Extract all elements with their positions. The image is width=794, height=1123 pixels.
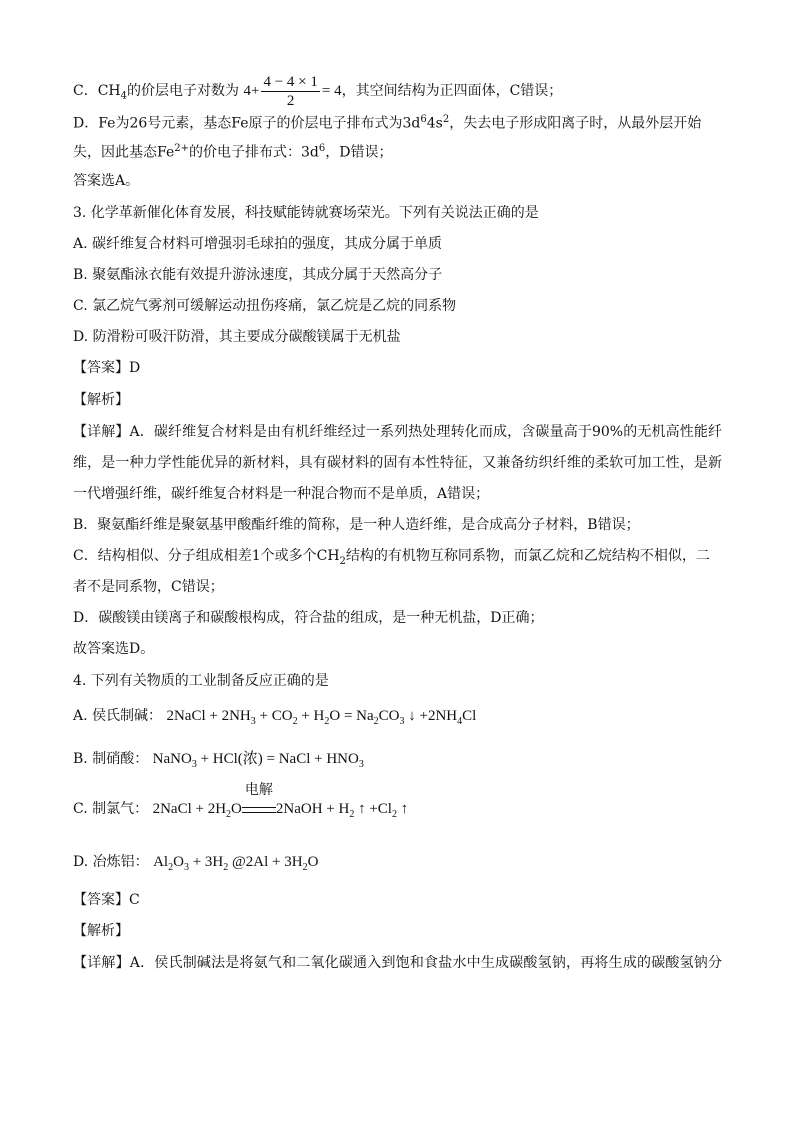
option-d-line-1 — [73, 110, 701, 134]
superscript: 2+ — [174, 143, 189, 154]
fraction-denominator: 2 — [286, 93, 295, 109]
question-4-stem: 4. 下列有关物质的工业制备反应正确的是 — [73, 673, 329, 689]
reaction-condition — [242, 782, 276, 819]
question-3-stem: 3. 化学革新催化体育发展，科技赋能铸就赛场荣光。下列有关说法正确的是 — [73, 205, 539, 221]
subscript: 2 — [339, 555, 346, 567]
text-segment: 失，因此基态Fe — [73, 144, 175, 161]
question-3-detail-a-2: 维，是一种力学性能优异的新材料，具有碳材料的固有本性特征，又兼备纺织纤维的柔软可加工性，是新 — [73, 455, 722, 471]
question-3-detail-d: D．碳酸镁由镁离子和碳酸根构成，符合盐的组成，是一种无机盐，D正确； — [73, 610, 544, 626]
math-operator: + — [250, 82, 260, 99]
text-segment: D．Fe为26号元素，基态Fe原子的价层电子排布式为3d — [73, 115, 421, 132]
question-3-final-answer: 故答案选D。 — [73, 641, 155, 657]
double-bar — [242, 807, 276, 813]
question-3-detail-b: B．聚氨酯纤维是聚氨基甲酸酯纤维的简称，是一种人造纤维，是合成高分子材料，B错误； — [73, 517, 640, 533]
option-c-line — [73, 74, 562, 109]
question-3-option-d: D. 防滑粉可吸汗防滑，其主要成分碳酸镁属于无机盐 — [73, 329, 401, 345]
option-label: C. 制氯气： — [73, 801, 149, 817]
question-4-option-a — [73, 706, 476, 732]
answer-label: 【答案】 — [73, 360, 129, 376]
question-3-analysis-label: 【解析】 — [73, 392, 129, 408]
question-3-detail-a-1: 【详解】A．碳纤维复合材料是由有机纤维经过一系列热处理转化而成，含碳量高于90%的无机高性能纤 — [73, 424, 722, 440]
question-3-detail-c-1 — [73, 546, 710, 572]
text-segment: C．CH — [73, 82, 121, 99]
question-4-option-b — [73, 749, 364, 775]
answer-label: 【答案】 — [73, 892, 129, 908]
equation-d: $Al_2O_3 + 3H_2$ @2Al + $3H_2O$ — [153, 854, 319, 873]
option-label: B. 制硝酸： — [73, 751, 149, 767]
math-equals: = 4 — [321, 82, 342, 99]
equation-a: 2NaCl + $2NH_3 + CO_2 + H_2O = Na_2CO_3$ ↓ $+2NH_4Cl$ — [166, 708, 477, 727]
question-3-option-b: B. 聚氨酯泳衣能有效提升游泳速度，其成分属于天然高分子 — [73, 267, 443, 283]
superscript: 6 — [420, 114, 427, 125]
equation-b: NaNO$_3$ + HCl(浓) = NaCl + $HNO_3$ — [152, 751, 364, 770]
text-segment: 结构的有机物互称同系物，而氯乙烷和乙烷结构不相似，二 — [345, 548, 710, 564]
question-4-option-c — [73, 782, 409, 825]
question-3-answer — [73, 358, 140, 378]
question-4-answer — [73, 890, 140, 910]
text-segment: 4s — [426, 115, 443, 132]
option-label: D. 冶炼铝： — [73, 854, 149, 870]
text-segment: ，D错误； — [325, 144, 393, 161]
question-3-option-c: C. 氯乙烷气雾剂可缓解运动扭伤疼痛，氯乙烷是乙烷的同系物 — [73, 298, 457, 314]
question-4-detail-a: 【详解】A．侯氏制碱法是将氨气和二氧化碳通入到饱和食盐水中生成碳酸氢钠，再将生成的碳酸氢钠分 — [73, 955, 722, 971]
text-segment: C．结构相似、分子组成相差1个或多个CH — [73, 548, 340, 564]
math-number: 4 — [243, 82, 251, 99]
fraction-numerator: 4 − 4 × 1 — [263, 74, 318, 90]
previous-answer: 答案选A。 — [73, 173, 140, 189]
answer-value: C — [129, 892, 140, 908]
superscript: 2 — [442, 114, 450, 125]
superscript: 6 — [318, 143, 326, 154]
answer-value: D — [129, 360, 141, 376]
text-segment: 的价电子排布式：3d — [188, 144, 319, 161]
option-d-line-2 — [73, 139, 392, 163]
question-3-option-a: A. 碳纤维复合材料可增强羽毛球拍的强度，其成分属于单质 — [73, 236, 443, 252]
fraction — [261, 74, 319, 109]
equation-c: 2NaCl + $2H_2O$ 电解 2NaOH + $H_2$ ↑ $+Cl_2$ ↑ — [152, 782, 409, 820]
condition-label: 电解 — [244, 782, 273, 798]
text-segment: ，其空间结构为正四面体，C错误； — [341, 82, 563, 99]
question-3-detail-c-2: 者不是同系物，C错误； — [73, 579, 224, 595]
subscript: 4 — [120, 90, 128, 102]
option-label: A. 侯氏制碱： — [73, 708, 163, 724]
question-3-detail-a-3: 一代增强纤维，碳纤维复合材料是一种混合物而不是单质，A错误； — [73, 486, 490, 502]
question-4-option-d — [73, 852, 318, 878]
text-segment: 的价层电子对数为 — [127, 82, 240, 99]
question-4-analysis-label: 【解析】 — [73, 923, 129, 939]
text-segment: ，失去电子形成阳离子时，从最外层开始 — [449, 115, 702, 132]
